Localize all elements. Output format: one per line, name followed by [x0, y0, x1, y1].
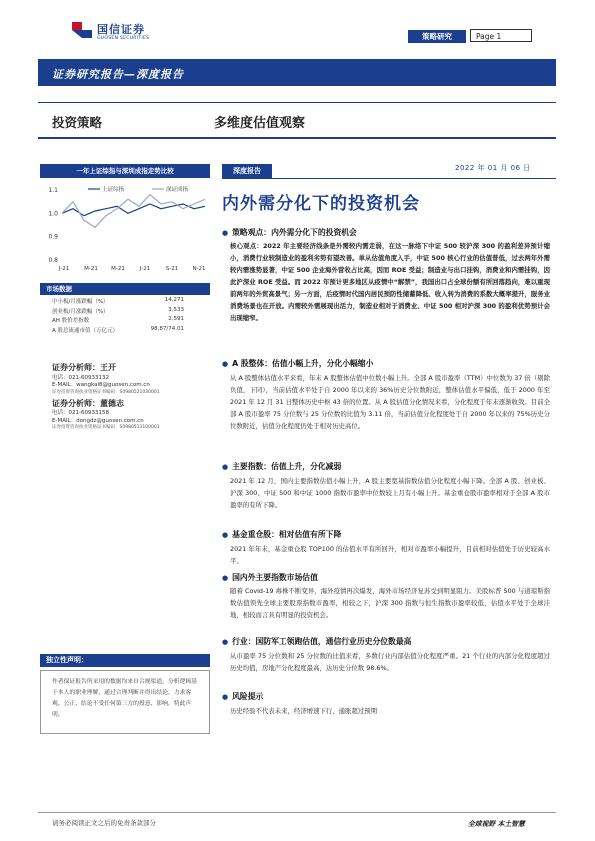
market-data-value: 14,271 [164, 297, 184, 303]
x-tick-label: M-21 [111, 266, 125, 272]
analyst-name: 证券分析师：董德志 [52, 399, 124, 408]
section-heading: ● 主要指数：估值上升，分化减弱 [222, 461, 341, 472]
section-heading: ● 行业：国防军工领跑估值，通信行业历史分位数最高 [222, 636, 411, 647]
logo-icon [70, 20, 94, 40]
report-title: 内外需分化下的投资机会 [222, 194, 420, 214]
report-date: 2022 年 01 月 06 日 [455, 164, 531, 172]
section-heading: ● A 股整体：估值小幅上升，分化小幅缩小 [222, 358, 373, 369]
section-text: 从市盈率 75 分位数和 25 分位数的比值来看，多数行业内部估值分化程度严重。21 个行业的内部分化程度超过历史均值，房地产分化程度最高，达历史分位数 98.6%。 [230, 652, 550, 672]
analyst-email[interactable]: E-MAIL：dongdz@guosen.com.cn [52, 418, 144, 424]
market-data-key: 创业板/月涨跌幅（%） [52, 308, 109, 315]
market-data-key: 中小板/月涨跌幅（%） [52, 299, 109, 305]
market-data-row [52, 316, 184, 324]
report-label: 深度报告 [222, 164, 272, 178]
market-data-key: A 股总流通市值（万亿元） [52, 327, 119, 334]
analyst-phone: 电话：021-60933158 [52, 410, 109, 416]
y-tick-label: 1.1 [48, 187, 58, 194]
x-tick-label: M-21 [84, 266, 98, 272]
analyst-email[interactable]: E-MAIL：wangkai8@guosen.com.cn [52, 382, 150, 388]
disclaimer-text: 作者保证报告所采用的数据均来自合规渠道，分析逻辑基于本人的职业理解，通过合理判断并得出结论，力求客观、公正，结论不受任何第三方的授意、影响，特此声明。 [52, 679, 197, 718]
chart-header: 一年上证综指与深圳成指走势比较 [40, 164, 210, 178]
market-data-value: 98.87/74.01 [150, 325, 184, 332]
analyst-cert: 证券投资咨询执业资格证书编码：S0980513100001 [52, 425, 160, 430]
logo-text-cn: 国信证券 [97, 23, 145, 36]
page-number: Page 1 [470, 29, 532, 42]
y-tick-label: 0.9 [48, 233, 58, 241]
section-heading: ● 策略观点：内外需分化下的投资机会 [222, 227, 357, 238]
y-tick-label: 1.0 [48, 210, 58, 218]
market-data-row [52, 326, 184, 334]
x-tick-label: J-21 [139, 266, 151, 272]
section-heading: ● 风险提示 [222, 691, 263, 702]
x-tick-label: J-21 [58, 266, 70, 272]
x-tick-label: S-21 [165, 266, 179, 272]
analyst-phone: 电话：021-60933132 [52, 375, 109, 381]
divider [38, 102, 556, 103]
analyst-name: 证券分析师：王开 [52, 363, 116, 372]
section-text: 随着 Covid-19 毒株不断变异，海外疫情再次爆发，海外市场经济复苏受到明显阻力。美股标普 500 与道琼斯指数估值领先全球主要股票指数市盈率，相较之下，沪深 300 指数与恒生指数市盈率较低，估值水平处于全球洼地，相较而言具有明显的投资机会。 [230, 587, 550, 619]
series-line [62, 204, 205, 216]
market-data-row [52, 307, 184, 315]
index-comparison-chart [40, 180, 210, 275]
logo-text-en: GUOSEN SECURITIES [97, 36, 150, 41]
market-data-value: 2,591 [168, 316, 184, 322]
report-category-tag: 策略研究 [408, 30, 466, 43]
section-heading: ● 基金重仓股：相对估值有所下降 [222, 529, 341, 540]
divider [222, 178, 556, 179]
y-tick-label: 0.8 [48, 257, 58, 264]
footer-slogan: 全球视野 本土智慧 [468, 820, 525, 828]
section-label: 投资策略 [52, 115, 103, 130]
footer-disclaimer: 请务必阅读正文之后的免责条款部分 [52, 819, 156, 827]
market-data-header: 市场数据 [40, 283, 210, 295]
section-text: 2021 年 12 月，国内主要指数估值小幅上升，A 股主要宽基指数估值分化程度小幅下降。全部 A 股、创业板、沪深 300、中证 500 和中证 1000 指数市盈率中位数较上月有小幅上升。基金重仓股市盈率相对于全部 A 股市盈率的有所下降。 [230, 477, 550, 509]
market-data-row [52, 297, 184, 305]
section-heading: ● 国内外主要指数市场估值 [222, 572, 318, 583]
legend-label: 上证综指 [102, 187, 125, 193]
report-type-text: 证券研究报告—深度报告 [52, 68, 184, 81]
section-text: 从 A 股整体估值水平来看，年末 A 股整体估值中位数小幅上升。全部 A 股市盈率（TTM）中位数为 37 倍（剔除负值，下同），当前估值水平处于自 2000 年以来的 36%历史分位数附近，整体估值水平偏低，低于 2000 年至 2021 年 12 月 31 日整体历史中枢 43 倍的位置。从 A 股估值分化情况来看，分化程度于年末逐渐收敛。目前全部 A 股市盈率 75 分位数与 25 分位数的比值为 3.11 倍，当前估值分化程度处于自 2000 年以来的 75%历史分位数附近，估值分化程度仍处于相对历史高位。 [230, 374, 550, 430]
footer-divider [38, 812, 556, 813]
market-data-value: 3,533 [168, 306, 184, 313]
section-text: 2021 年年末，基金重仓股 TOP100 的估值水平有所回升，相对市盈率小幅提升，目前相对估值处于历史较高水平。 [230, 545, 550, 565]
section-text: 核心观点：2022 年主要经济线条是外需较内需走弱，在这一脉络下中证 500 较沪深 300 的盈利差异预计缩小，消费行业较制造业的盈利劣势有望改善。单从估值角度入手，中证 500 核心行业的估值普低，过去两年外需较内需涨势显著，中证 500 企业海外营收占比高，因而 ROE 受益；制造业与出口挂钩，消费业和内需挂钩，因此沪深业 ROE 受益。而 2022 年预计更多地区从疫情中“解禁”，我国出口占全球份额有所回落趋向，难以重现前两年的外贸高景气；另一方面，后疫情时代国内居民预防性储蓄降低、收入转为消费的系数大概率提升，服务业消费场景也在开放。内需较外需展现出活力，制造业相对于消费业、中证 500 相对沪深 300 的盈利优势预计会出现缩窄。 [230, 242, 550, 322]
section-title: 多维度估值观察 [214, 116, 306, 131]
section-text: 历史经验不代表未来，经济增速下行，通胀超过预期 [230, 707, 377, 715]
disclaimer-header: 独立性声明： [40, 654, 210, 667]
x-tick-label: N-21 [192, 266, 206, 272]
market-data-key: AH 股价差指数 [52, 318, 90, 324]
analyst-cert: 证券投资咨询执业资格证书编码：S0980521030001 [52, 390, 160, 395]
legend-label: 深证成指 [166, 187, 189, 193]
divider [38, 137, 556, 139]
